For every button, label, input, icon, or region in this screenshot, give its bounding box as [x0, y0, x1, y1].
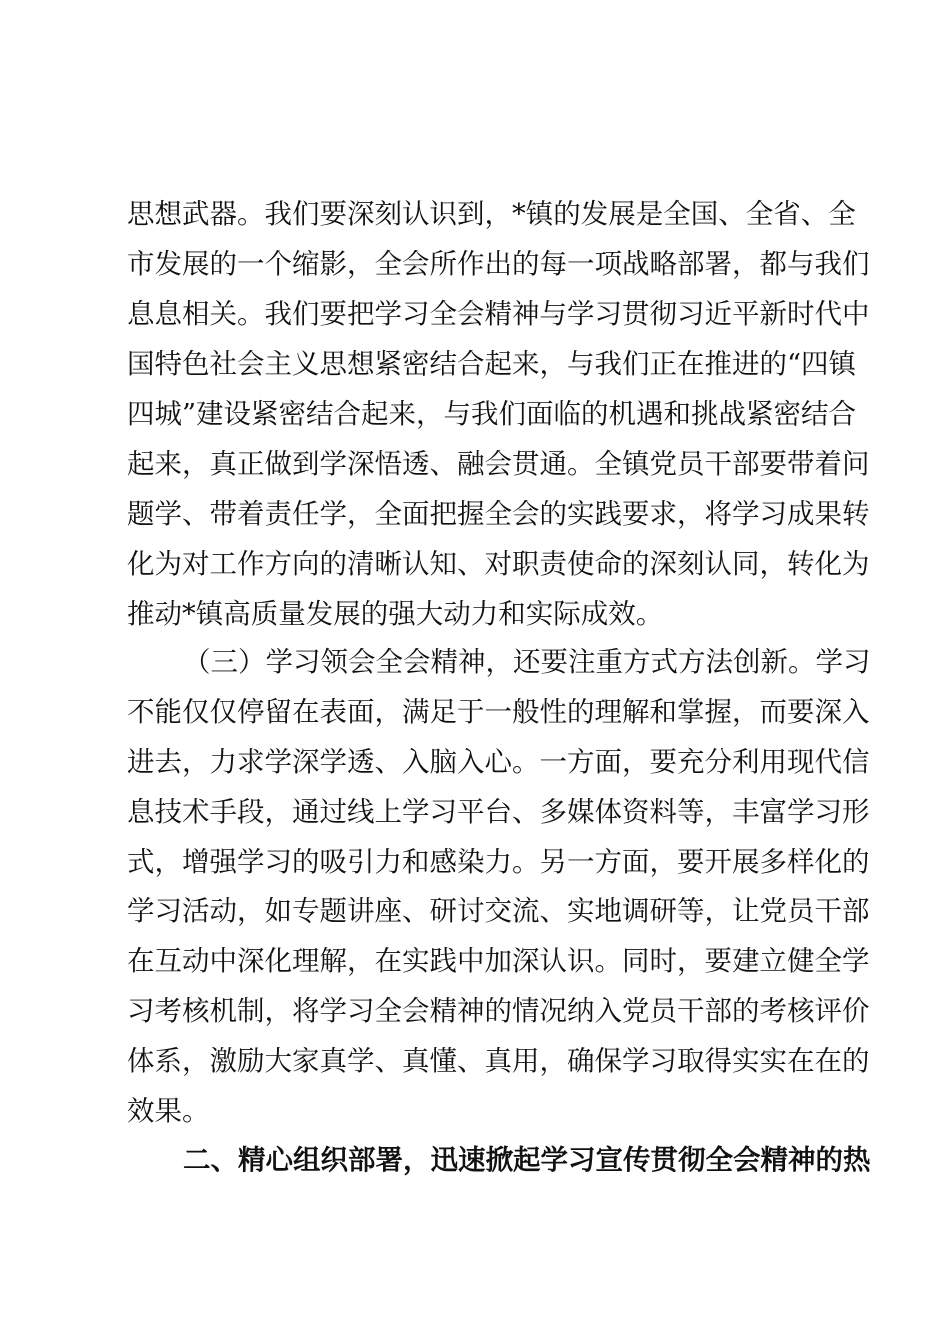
text-line: 四城”建设紧密结合起来，与我们面临的机遇和挑战紧密结合 — [127, 398, 857, 430]
text-line: 效果。 — [127, 1095, 210, 1127]
text-line: 学习活动，如专题讲座、研讨交流、实地调研等，让党员干部 — [127, 895, 870, 927]
text-line: 不能仅仅停留在表面，满足于一般性的理解和掌握，而要深入 — [127, 696, 870, 728]
text-line: 习考核机制，将学习全会精神的情况纳入党员干部的考核评价 — [127, 995, 870, 1027]
text-line: 推动*镇高质量发展的强大动力和实际成效。 — [127, 598, 664, 630]
text-line: 市发展的一个缩影，全会所作出的每一项战略部署，都与我们 — [127, 248, 870, 280]
text-line: 进去，力求学深学透、入脑入心。一方面，要充分利用现代信 — [127, 746, 870, 778]
text-line: 息息相关。我们要把学习全会精神与学习贯彻习近平新时代中 — [127, 298, 870, 330]
text-line: （三）学习领会全会精神，还要注重方式方法创新。学习 — [183, 646, 871, 678]
text-line: 在互动中深化理解，在实践中加深认识。同时，要建立健全学 — [127, 945, 870, 977]
text-line: 体系，激励大家真学、真懂、真用，确保学习取得实实在在的 — [127, 1045, 870, 1077]
text-line: 息技术手段，通过线上学习平台、多媒体资料等，丰富学习形 — [127, 796, 870, 828]
text-line: 国特色社会主义思想紧密结合起来，与我们正在推进的“四镇 — [127, 348, 857, 380]
text-line: 式，增强学习的吸引力和感染力。另一方面，要开展多样化的 — [127, 846, 870, 878]
text-line: 起来，真正做到学深悟透、融会贯通。全镇党员干部要带着问 — [127, 448, 870, 480]
text-line: 化为对工作方向的清晰认知、对职责使命的深刻认同，转化为 — [127, 548, 870, 580]
text-line: 题学、带着责任学，全面把握全会的实践要求，将学习成果转 — [127, 498, 870, 530]
text-line: 思想武器。我们要深刻认识到，*镇的发展是全国、全省、全 — [127, 198, 856, 230]
section-heading: 二、精心组织部署，迅速掀起学习宣传贯彻全会精神的热 — [183, 1144, 871, 1176]
